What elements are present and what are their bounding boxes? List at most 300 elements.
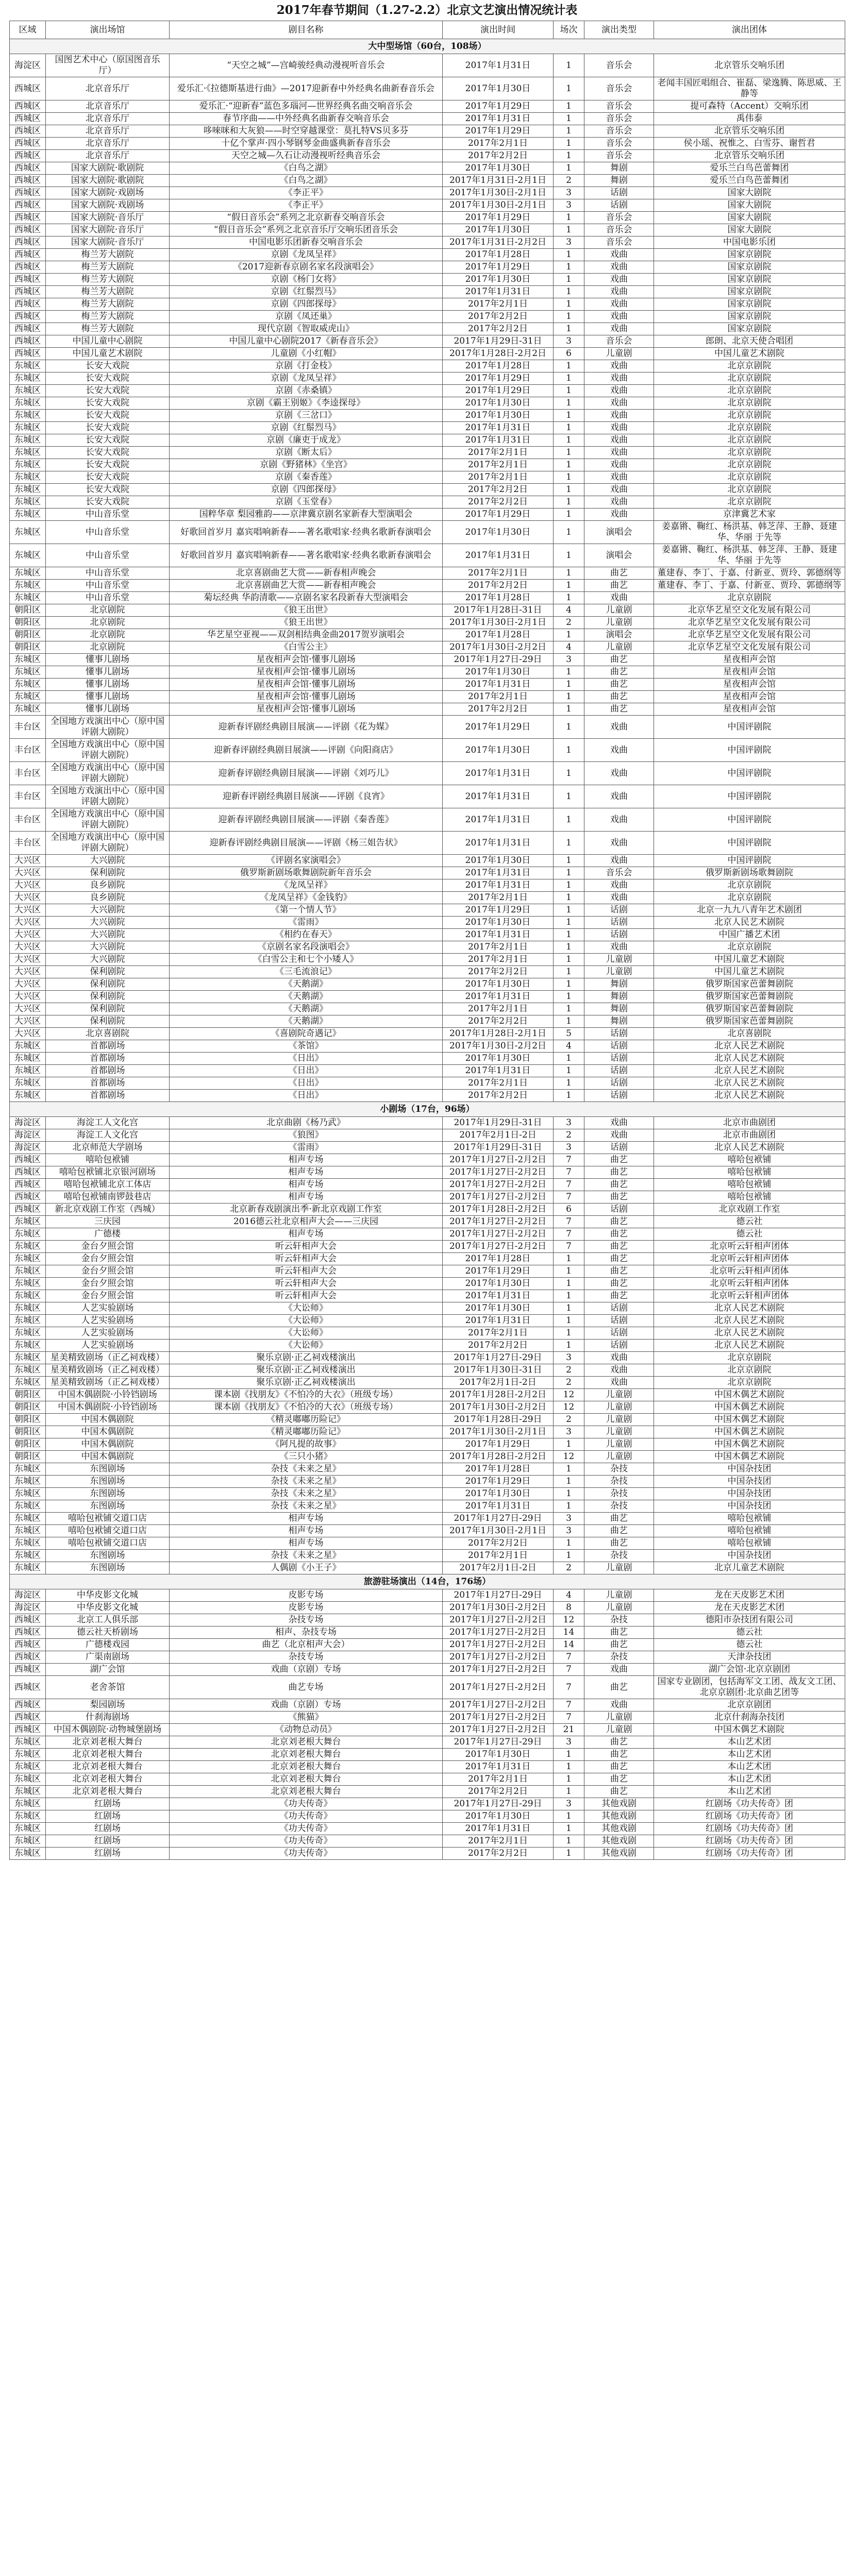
cell-type: 曲艺 — [584, 1773, 654, 1786]
cell-program: 听云轩相声大会 — [170, 1290, 443, 1302]
cell-venue: 梅兰芳大剧院 — [46, 286, 170, 298]
cell-venue: 梅兰芳大剧院 — [46, 323, 170, 335]
table-row — [10, 113, 845, 125]
cell-venue: 国家大剧院·音乐厅 — [46, 212, 170, 224]
cell-venue: 长安大戏院 — [46, 360, 170, 372]
cell-time: 2017年1月31日 — [443, 1290, 554, 1302]
cell-district: 东城区 — [10, 1290, 46, 1302]
cell-type: 话剧 — [584, 1142, 654, 1154]
cell-type: 音乐会 — [584, 867, 654, 879]
cell-program: 星夜相声会馆·懂事儿剧场 — [170, 691, 443, 703]
cell-venue: 金台夕照会馆 — [46, 1241, 170, 1253]
cell-troupe: 国家京剧院 — [654, 249, 845, 261]
cell-venue: 北京剧院 — [46, 629, 170, 641]
cell-troupe: 北京人民艺术剧院 — [654, 1040, 845, 1053]
cell-count: 1 — [554, 1278, 584, 1290]
cell-venue: 大兴剧院 — [46, 929, 170, 941]
cell-district: 朝阳区 — [10, 604, 46, 617]
cell-troupe: 北京儿童艺术剧院 — [654, 1562, 845, 1574]
cell-program: 北京刘老根大舞台 — [170, 1749, 443, 1761]
cell-program: 《大讼师》 — [170, 1315, 443, 1327]
cell-troupe: 董建春、李丁、于嘉、付新亚、贾玲、郭德纲等 — [654, 580, 845, 592]
cell-program: 北京曲剧《杨乃武》 — [170, 1117, 443, 1129]
table-row — [10, 1761, 845, 1773]
cell-venue: 大兴剧院 — [46, 941, 170, 954]
cell-program: 京剧《秦香莲》 — [170, 471, 443, 484]
cell-program: 相声专场 — [170, 1191, 443, 1204]
cell-type: 戏曲 — [584, 832, 654, 855]
cell-count: 7 — [554, 1651, 584, 1664]
cell-venue: 长安大戏院 — [46, 496, 170, 509]
table-row — [10, 175, 845, 187]
cell-count: 12 — [554, 1451, 584, 1463]
cell-troupe: 北京人民艺术剧院 — [654, 1302, 845, 1315]
cell-troupe: 星夜相声会馆 — [654, 666, 845, 679]
cell-type: 曲艺 — [584, 1513, 654, 1525]
cell-troupe: 北京市曲剧团 — [654, 1129, 845, 1142]
cell-time: 2017年1月29日 — [443, 100, 554, 113]
cell-type: 音乐会 — [584, 150, 654, 162]
cell-venue: 北京剧院 — [46, 641, 170, 654]
cell-type: 戏曲 — [584, 879, 654, 892]
cell-venue: 星美精致剧场（正乙祠戏楼） — [46, 1377, 170, 1389]
cell-type: 曲艺 — [584, 679, 654, 691]
cell-troupe: 国家京剧院 — [654, 274, 845, 286]
cell-district: 西城区 — [10, 1711, 46, 1724]
cell-count: 1 — [554, 150, 584, 162]
cell-count: 1 — [554, 929, 584, 941]
cell-venue: 中国木偶剧院 — [46, 1426, 170, 1438]
cell-count: 3 — [554, 654, 584, 666]
cell-time: 2017年2月1日 — [443, 1003, 554, 1015]
cell-program: 2016德云社北京相声大会——三庆园 — [170, 1216, 443, 1228]
table-row — [10, 1040, 845, 1053]
cell-troupe: 中国木偶艺术剧院 — [654, 1724, 845, 1736]
table-row — [10, 1204, 845, 1216]
cell-district: 朝阳区 — [10, 617, 46, 629]
cell-program: 京剧《断太后》 — [170, 447, 443, 459]
cell-district: 东城区 — [10, 592, 46, 604]
cell-count: 1 — [554, 286, 584, 298]
table-row — [10, 100, 845, 113]
cell-type: 音乐会 — [584, 212, 654, 224]
cell-troupe: 嘻哈包袱铺 — [654, 1537, 845, 1550]
cell-troupe: 北京京剧院 — [654, 1364, 845, 1377]
cell-troupe: 侯小瑶、祝惟之、白雪芬、谢哲君 — [654, 138, 845, 150]
cell-program: 《日出》 — [170, 1065, 443, 1077]
cell-count: 1 — [554, 1810, 584, 1823]
cell-district: 东城区 — [10, 1265, 46, 1278]
cell-time: 2017年1月30日 — [443, 1302, 554, 1315]
table-row — [10, 832, 845, 855]
cell-count: 5 — [554, 1028, 584, 1040]
cell-troupe: 北京京剧院 — [654, 372, 845, 385]
cell-district: 东城区 — [10, 360, 46, 372]
cell-count: 1 — [554, 1476, 584, 1488]
cell-troupe: 国家大剧院 — [654, 224, 845, 236]
cell-time: 2017年1月30日 — [443, 274, 554, 286]
cell-venue: 红剧场 — [46, 1848, 170, 1860]
table-row — [10, 641, 845, 654]
cell-district: 西城区 — [10, 1204, 46, 1216]
table-row — [10, 617, 845, 629]
table-row — [10, 274, 845, 286]
cell-venue: 全国地方戏演出中心（原中国评剧大剧院） — [46, 739, 170, 762]
cell-program: 听云轩相声大会 — [170, 1278, 443, 1290]
cell-venue: 红剧场 — [46, 1823, 170, 1835]
cell-troupe: 俄罗斯国家芭蕾舞剧院 — [654, 1015, 845, 1028]
cell-venue: 懂事儿剧场 — [46, 703, 170, 716]
cell-type: 曲艺 — [584, 567, 654, 580]
cell-program: 听云轩相声大会 — [170, 1253, 443, 1265]
table-row — [10, 410, 845, 422]
cell-time: 2017年1月30日 — [443, 978, 554, 991]
cell-count: 1 — [554, 567, 584, 580]
cell-district: 朝阳区 — [10, 1426, 46, 1438]
cell-count: 1 — [554, 1500, 584, 1513]
cell-time: 2017年1月28日-2月2日 — [443, 348, 554, 360]
cell-venue: 保利剧院 — [46, 1015, 170, 1028]
cell-time: 2017年2月2日 — [443, 966, 554, 978]
cell-type: 音乐会 — [584, 77, 654, 100]
cell-type: 戏曲 — [584, 739, 654, 762]
cell-troupe: 本山艺术团 — [654, 1749, 845, 1761]
cell-program: 杂技《未来之星》 — [170, 1488, 443, 1500]
table-row — [10, 1241, 845, 1253]
cell-district: 东城区 — [10, 1761, 46, 1773]
cell-venue: 懂事儿剧场 — [46, 691, 170, 703]
cell-program: “天空之城”—宫崎骏经典动漫视听音乐会 — [170, 54, 443, 77]
cell-venue: 嘻哈包袱铺交道口店 — [46, 1513, 170, 1525]
table-row — [10, 484, 845, 496]
cell-program: 皮影专场 — [170, 1602, 443, 1614]
cell-venue: 什刹海剧场 — [46, 1711, 170, 1724]
cell-district: 大兴区 — [10, 892, 46, 904]
table-row — [10, 1525, 845, 1537]
cell-district: 大兴区 — [10, 1028, 46, 1040]
cell-troupe: 中国木偶艺术剧院 — [654, 1451, 845, 1463]
cell-troupe: 中国木偶艺术剧院 — [654, 1438, 845, 1451]
cell-district: 西城区 — [10, 298, 46, 311]
cell-troupe: 嘻哈包袱铺 — [654, 1166, 845, 1179]
cell-district: 东城区 — [10, 1835, 46, 1848]
cell-count: 3 — [554, 1352, 584, 1364]
cell-venue: 保利剧院 — [46, 867, 170, 879]
cell-time: 2017年1月31日 — [443, 929, 554, 941]
cell-program: 国粹华章 梨园雅韵——京津冀京剧名家新春大型演唱会 — [170, 509, 443, 521]
cell-type: 戏曲 — [584, 592, 654, 604]
cell-troupe: 北京人民艺术剧院 — [654, 1327, 845, 1340]
cell-troupe: 星夜相声会馆 — [654, 654, 845, 666]
cell-troupe: 国家京剧院 — [654, 298, 845, 311]
cell-program: 好歌回首岁月 嘉宾唱响新春——著名歌唱家·经典名歌新春演唱会 — [170, 521, 443, 544]
table-row — [10, 904, 845, 917]
table-row — [10, 716, 845, 739]
cell-venue: 东图剧场 — [46, 1463, 170, 1476]
cell-type: 戏曲 — [584, 892, 654, 904]
cell-program: 杂技《未来之星》 — [170, 1476, 443, 1488]
table-row — [10, 991, 845, 1003]
cell-time: 2017年1月31日 — [443, 286, 554, 298]
cell-troupe: 北京管乐交响乐团 — [654, 54, 845, 77]
cell-time: 2017年1月29日-31日 — [443, 1142, 554, 1154]
cell-count: 1 — [554, 917, 584, 929]
cell-type: 戏曲 — [584, 509, 654, 521]
table-body — [10, 39, 845, 1860]
cell-program: 杂技《未来之星》 — [170, 1550, 443, 1562]
cell-troupe: 北京人民艺术剧院 — [654, 1053, 845, 1065]
cell-district: 东城区 — [10, 1550, 46, 1562]
cell-type: 话剧 — [584, 1204, 654, 1216]
cell-venue: 海淀工人文化宫 — [46, 1117, 170, 1129]
cell-venue: 长安大戏院 — [46, 447, 170, 459]
cell-venue: 首都剧场 — [46, 1077, 170, 1090]
cell-program: 《天鹅湖》 — [170, 978, 443, 991]
cell-count: 1 — [554, 1327, 584, 1340]
cell-type: 话剧 — [584, 1028, 654, 1040]
cell-district: 西城区 — [10, 1191, 46, 1204]
cell-district: 大兴区 — [10, 929, 46, 941]
table-row — [10, 187, 845, 199]
cell-troupe: 俄罗斯国家芭蕾舞剧院 — [654, 1003, 845, 1015]
cell-time: 2017年1月30日-2月2日 — [443, 1040, 554, 1053]
cell-type: 儿童剧 — [584, 1426, 654, 1438]
cell-district: 西城区 — [10, 1166, 46, 1179]
cell-troupe: 北京管乐交响乐团 — [654, 150, 845, 162]
cell-venue: 北京刘老根大舞台 — [46, 1749, 170, 1761]
header-district: 区域 — [10, 21, 46, 39]
cell-program: 相声专场 — [170, 1166, 443, 1179]
cell-time: 2017年2月1日 — [443, 459, 554, 471]
table-row — [10, 1562, 845, 1574]
cell-venue: 北京音乐厅 — [46, 100, 170, 113]
cell-count: 1 — [554, 54, 584, 77]
cell-time: 2017年2月2日 — [443, 1015, 554, 1028]
cell-type: 儿童剧 — [584, 1711, 654, 1724]
cell-program: 《大讼师》 — [170, 1302, 443, 1315]
cell-type: 戏曲 — [584, 360, 654, 372]
cell-troupe: 国家大剧院 — [654, 212, 845, 224]
cell-venue: 金台夕照会馆 — [46, 1265, 170, 1278]
cell-time: 2017年1月27日-2月2日 — [443, 1166, 554, 1179]
cell-troupe: 北京京剧院 — [654, 484, 845, 496]
cell-count: 8 — [554, 1602, 584, 1614]
cell-type: 戏曲 — [584, 1377, 654, 1389]
cell-district: 西城区 — [10, 77, 46, 100]
cell-troupe: 中国评剧院 — [654, 716, 845, 739]
table-row — [10, 867, 845, 879]
cell-type: 杂技 — [584, 1488, 654, 1500]
cell-venue: 长安大戏院 — [46, 397, 170, 410]
cell-district: 东城区 — [10, 1090, 46, 1102]
cell-venue: 大兴剧院 — [46, 917, 170, 929]
cell-count: 2 — [554, 1129, 584, 1142]
table-row — [10, 1401, 845, 1414]
cell-time: 2017年2月2日 — [443, 1090, 554, 1102]
table-row — [10, 1253, 845, 1265]
cell-program: 《雷雨》 — [170, 1142, 443, 1154]
table-row — [10, 739, 845, 762]
cell-program: 京剧《野猪林》《坐宫》 — [170, 459, 443, 471]
cell-program: 迎新春评剧经典剧目展演——评剧《刘巧儿》 — [170, 762, 443, 785]
table-row — [10, 879, 845, 892]
cell-count: 2 — [554, 175, 584, 187]
table-row — [10, 1639, 845, 1651]
cell-district: 东城区 — [10, 447, 46, 459]
cell-troupe: 俄罗斯国家芭蕾舞剧院 — [654, 978, 845, 991]
cell-district: 西城区 — [10, 286, 46, 298]
cell-troupe: 北京喜剧院 — [654, 1028, 845, 1040]
cell-district: 朝阳区 — [10, 1438, 46, 1451]
cell-program: 北京喜剧曲艺大赏——新春相声晚会 — [170, 567, 443, 580]
cell-venue: 北京刘老根大舞台 — [46, 1761, 170, 1773]
table-row — [10, 1053, 845, 1065]
cell-venue: 中山音乐堂 — [46, 521, 170, 544]
header-troupe: 演出团体 — [654, 21, 845, 39]
cell-time: 2017年2月1日 — [443, 1835, 554, 1848]
cell-program: 迎新春评剧经典剧目展演——评剧《向阳商店》 — [170, 739, 443, 762]
cell-district: 西城区 — [10, 1639, 46, 1651]
table-row — [10, 521, 845, 544]
cell-venue: 北京刘老根大舞台 — [46, 1773, 170, 1786]
cell-troupe: 天津杂技团 — [654, 1651, 845, 1664]
cell-type: 其他戏剧 — [584, 1798, 654, 1810]
cell-count: 1 — [554, 1090, 584, 1102]
cell-district: 东城区 — [10, 484, 46, 496]
table-row — [10, 1228, 845, 1241]
cell-program: 《大讼师》 — [170, 1327, 443, 1340]
table-row — [10, 978, 845, 991]
cell-venue: 全国地方戏演出中心（原中国评剧大剧院） — [46, 832, 170, 855]
cell-venue: 人艺实验剧场 — [46, 1302, 170, 1315]
cell-program: 《功夫传奇》 — [170, 1810, 443, 1823]
cell-venue: 北京音乐厅 — [46, 77, 170, 100]
cell-time: 2017年1月29日 — [443, 1265, 554, 1278]
cell-type: 杂技 — [584, 1550, 654, 1562]
cell-district: 东城区 — [10, 1278, 46, 1290]
cell-type: 音乐会 — [584, 125, 654, 138]
cell-program: 《狼王出世》 — [170, 604, 443, 617]
cell-type: 音乐会 — [584, 236, 654, 249]
cell-time: 2017年1月29日 — [443, 261, 554, 274]
cell-type: 戏曲 — [584, 447, 654, 459]
cell-time: 2017年2月2日 — [443, 496, 554, 509]
cell-type: 话剧 — [584, 1090, 654, 1102]
cell-type: 演唱会 — [584, 629, 654, 641]
cell-troupe: 德云社 — [654, 1626, 845, 1639]
cell-time: 2017年1月29日 — [443, 716, 554, 739]
cell-type: 舞剧 — [584, 1015, 654, 1028]
cell-venue: 嘻哈包袱铺北京银河剧场 — [46, 1166, 170, 1179]
cell-district: 东城区 — [10, 654, 46, 666]
cell-troupe: 红剧场《功夫传奇》团 — [654, 1823, 845, 1835]
cell-district: 海淀区 — [10, 1129, 46, 1142]
cell-program: 《大讼师》 — [170, 1340, 443, 1352]
table-row — [10, 422, 845, 434]
cell-district: 东城区 — [10, 372, 46, 385]
table-row — [10, 1451, 845, 1463]
cell-time: 2017年1月27日-2月2日 — [443, 1228, 554, 1241]
table-row — [10, 125, 845, 138]
cell-program: 迎新春评剧经典剧目展演——评剧《杨三姐告状》 — [170, 832, 443, 855]
cell-program: 《京剧名家名段演唱会》 — [170, 941, 443, 954]
cell-time: 2017年2月2日 — [443, 1786, 554, 1798]
cell-time: 2017年1月30日 — [443, 1488, 554, 1500]
cell-district: 东城区 — [10, 544, 46, 567]
cell-district: 西城区 — [10, 1699, 46, 1711]
cell-count: 21 — [554, 1724, 584, 1736]
cell-district: 海淀区 — [10, 54, 46, 77]
cell-district: 东城区 — [10, 1773, 46, 1786]
cell-time: 2017年1月29日 — [443, 1476, 554, 1488]
table-row — [10, 1463, 845, 1476]
cell-count: 1 — [554, 447, 584, 459]
cell-venue: 老舍茶馆 — [46, 1676, 170, 1699]
table-row — [10, 1786, 845, 1798]
cell-venue: 长安大戏院 — [46, 459, 170, 471]
cell-type: 话剧 — [584, 1040, 654, 1053]
cell-troupe: 北京京剧院 — [654, 447, 845, 459]
cell-type: 舞剧 — [584, 991, 654, 1003]
cell-venue: 星美精致剧场（正乙祠戏楼） — [46, 1364, 170, 1377]
cell-time: 2017年1月31日 — [443, 832, 554, 855]
cell-count: 1 — [554, 484, 584, 496]
cell-troupe: 国家京剧院 — [654, 311, 845, 323]
cell-program: 《白雪公主和七个小矮人》 — [170, 954, 443, 966]
cell-time: 2017年1月31日 — [443, 762, 554, 785]
cell-count: 1 — [554, 580, 584, 592]
cell-count: 1 — [554, 867, 584, 879]
cell-time: 2017年2月1日 — [443, 1550, 554, 1562]
cell-type: 儿童剧 — [584, 954, 654, 966]
cell-type: 儿童剧 — [584, 1451, 654, 1463]
table-row — [10, 917, 845, 929]
cell-count: 7 — [554, 1228, 584, 1241]
cell-time: 2017年1月30日 — [443, 855, 554, 867]
cell-count: 14 — [554, 1626, 584, 1639]
cell-program: 相声、杂技专场 — [170, 1626, 443, 1639]
cell-venue: 东图剧场 — [46, 1550, 170, 1562]
table-row — [10, 1028, 845, 1040]
cell-count: 3 — [554, 1142, 584, 1154]
cell-time: 2017年1月30日-2月1日 — [443, 187, 554, 199]
cell-venue: 北京音乐厅 — [46, 150, 170, 162]
cell-count: 1 — [554, 509, 584, 521]
cell-troupe: 中国杂技团 — [654, 1476, 845, 1488]
cell-venue: 大兴剧院 — [46, 855, 170, 867]
cell-district: 大兴区 — [10, 978, 46, 991]
cell-troupe: 中国木偶艺术剧院 — [654, 1414, 845, 1426]
cell-type: 舞剧 — [584, 162, 654, 175]
cell-district: 西城区 — [10, 274, 46, 286]
cell-count: 1 — [554, 298, 584, 311]
cell-venue: 嘻哈包袱铺交道口店 — [46, 1537, 170, 1550]
cell-count: 1 — [554, 1773, 584, 1786]
cell-type: 儿童剧 — [584, 1724, 654, 1736]
cell-district: 西城区 — [10, 1664, 46, 1676]
cell-count: 1 — [554, 941, 584, 954]
cell-program: 皮影专场 — [170, 1589, 443, 1602]
cell-type: 曲艺 — [584, 1736, 654, 1749]
cell-type: 话剧 — [584, 904, 654, 917]
cell-time: 2017年1月31日 — [443, 1065, 554, 1077]
table-row — [10, 1676, 845, 1699]
cell-troupe: 国家京剧院 — [654, 261, 845, 274]
cell-venue: 东图剧场 — [46, 1476, 170, 1488]
cell-program: 《龙凤呈祥》《金钱豹》 — [170, 892, 443, 904]
cell-venue: 北京师范大学剧场 — [46, 1142, 170, 1154]
cell-district: 东城区 — [10, 471, 46, 484]
